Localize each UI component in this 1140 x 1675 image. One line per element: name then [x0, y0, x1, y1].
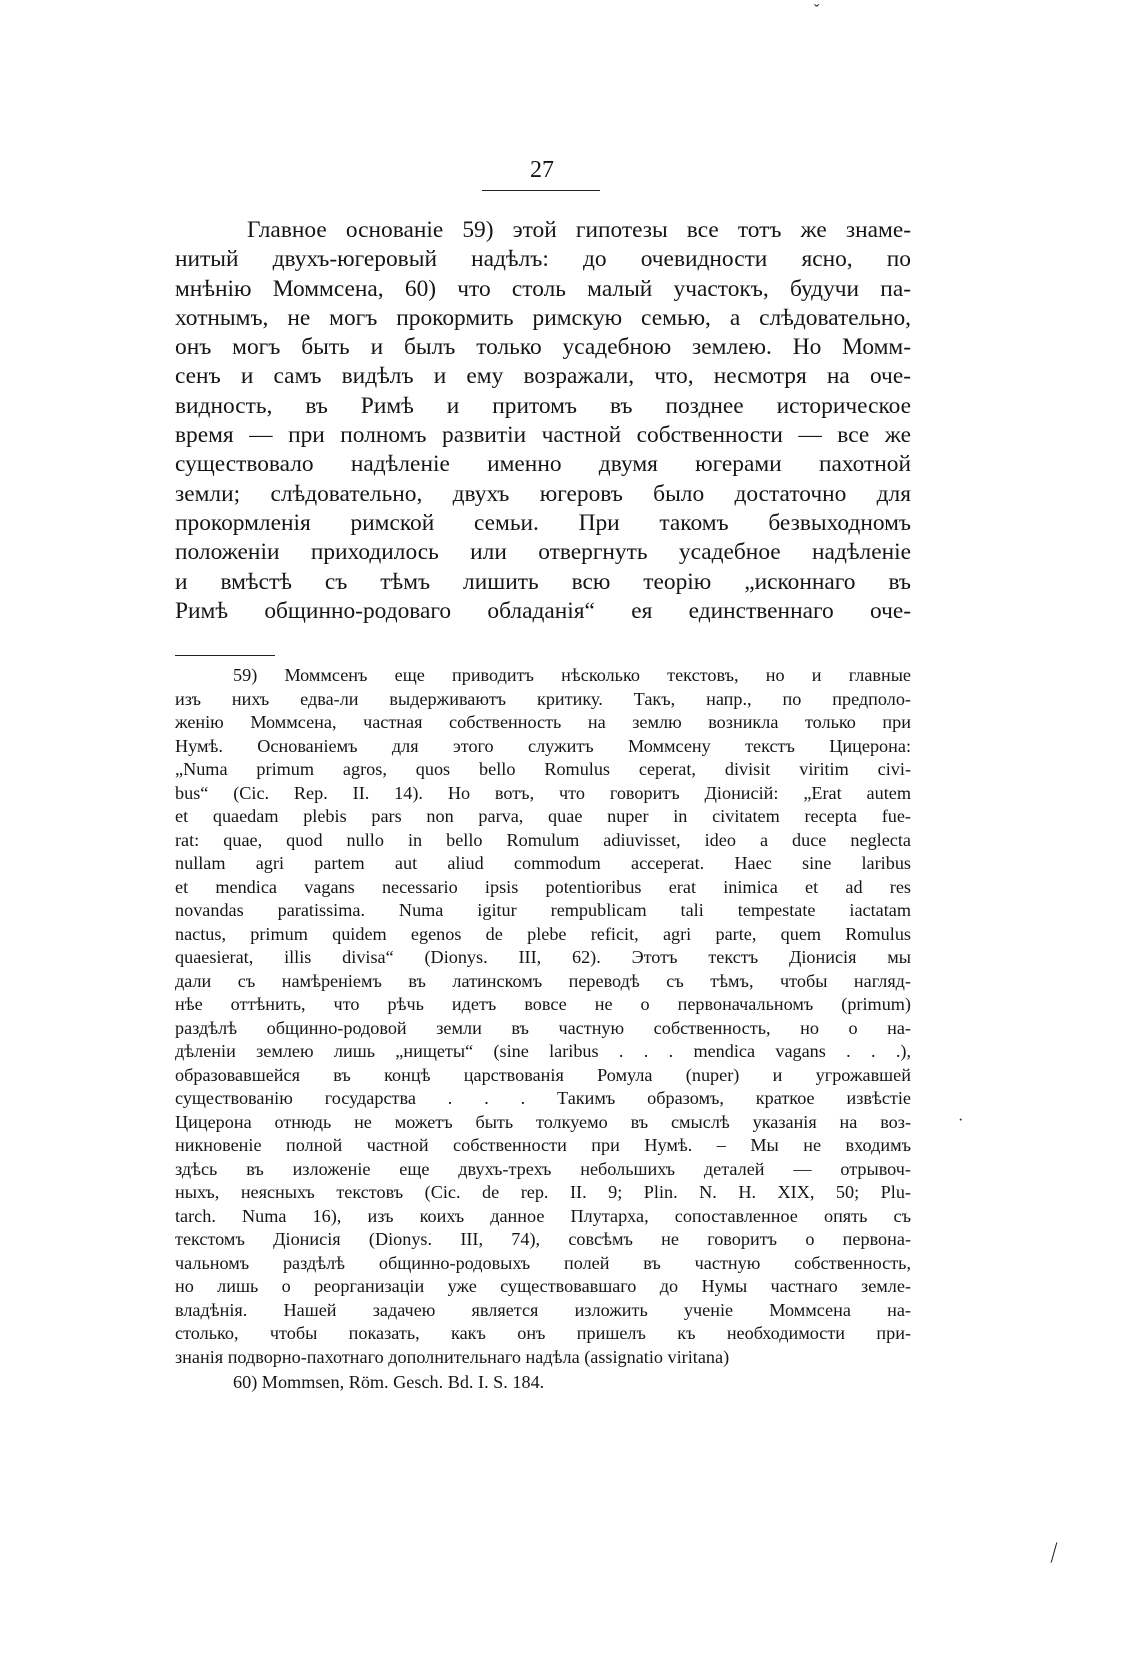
page-number-rule [482, 190, 600, 191]
main-line: Римѣ общинно-родоваго обладанія“ ея единственнаго оче- [175, 597, 911, 624]
main-line: нитый двухъ-югеровый надѣлъ: до очевидности ясно, по [175, 246, 911, 273]
footnote-line: никновеніе полной частной собственности при Нумѣ. – Мы не входимъ [175, 1135, 911, 1155]
footnote-line: владѣнія. Нашей задачею является изложить ученіе Моммсена на- [175, 1299, 911, 1320]
main-line: время — при полномъ развитіи частной собственности — все же [175, 422, 911, 449]
footnote-line: здѣсь въ изложеніе еще двухъ-трехъ небольшихъ деталей — отрывоч- [175, 1158, 911, 1179]
footnote-line: „Numa primum agros, quos bello Romulus ceperat, divisit viritim civi- [175, 759, 911, 779]
main-line: положеніи приходилось или отвергнуть усадебное надѣленіе [175, 539, 911, 566]
footnotes [175, 664, 911, 1395]
scan-mark-icon: ⁄ [1047, 1538, 1062, 1567]
main-line: земли; слѣдовательно, двухъ югеровъ было достаточно для [175, 480, 911, 507]
main-line: существовало надѣленіе именно двумя югерами пахотной [175, 451, 911, 478]
footnote-line: образовавшейся въ концѣ царствованія Ромула (nuper) и угрожавшей [175, 1064, 911, 1085]
main-text [175, 216, 911, 626]
main-line: видность, въ Римѣ и притомъ въ позднее историческое [175, 392, 911, 419]
footnote-line: текстомъ Діонисія (Dionys. III, 74), совсѣмъ не говоритъ о первона- [175, 1229, 911, 1249]
footnote-60: 60) Mommsen, Röm. Gesch. Bd. I. S. 184. [233, 1372, 545, 1392]
footnote-line: столько, чтобы показать, какъ онъ пришелъ къ необходимости при- [175, 1323, 911, 1343]
footnote-line: знанія подворно-пахотнаго дополнительнаго надѣла (assignatio viritana) [175, 1346, 730, 1367]
main-line: Главное основаніе 59) этой гипотезы все тотъ же знаме- [247, 217, 911, 243]
footnote-line: нѣе оттѣнить, что рѣчь идетъ вовсе не о первоначальномъ (primum) [175, 994, 911, 1014]
footnote-line: ныхъ, неясныхъ текстовъ (Cic. de rep. II. 9; Plin. N. H. XIX, 50; Plu- [175, 1182, 911, 1202]
footnote-line: Цицерона отнюдь не можетъ быть толкуемо въ смыслѣ указанія на воз- [175, 1111, 911, 1132]
main-line: мнѣнію Моммсена, 60) что столь малый участокъ, будучи па- [175, 275, 911, 302]
main-line: онъ могъ быть и былъ только усадебною землею. Но Момм- [175, 334, 911, 361]
footnote-line: дѣленіи землею лишь „нищеты“ (sine laribus . . . mendica vagans . . .), [175, 1041, 911, 1061]
main-line: прокормленія римской семьи. При такомъ безвыходномъ [175, 509, 911, 536]
main-line: хотнымъ, не могъ прокормить римскую семью, а слѣдовательно, [175, 304, 911, 331]
footnote-line: nullam agri partem aut aliud commodum acceperat. Haec sine laribus [175, 853, 911, 873]
footnote-rule [175, 655, 275, 656]
page-number: 27 [530, 157, 554, 183]
footnote-line: Нумѣ. Основаніемъ для этого служитъ Моммсену текстъ Цицерона: [175, 735, 911, 756]
footnote-line: et quaedam plebis pars non parva, quae nuper in civitatem recepta fue- [175, 806, 911, 826]
footnote-line: чальномъ раздѣлѣ общинно-родовыхъ полей въ частную собственность, [175, 1252, 911, 1273]
main-line: сенъ и самъ видѣлъ и ему возражали, что, несмотря на оче- [175, 363, 911, 390]
footnote-line: существованію государства . . . Такимъ образомъ, краткое извѣстіе [175, 1088, 911, 1108]
scan-speck-icon: · [958, 1112, 964, 1129]
footnote-line: nactus, primum quidem egenos de plebe reficit, agri parte, quem Romulus [175, 923, 911, 944]
footnote-line: quaesierat, illis divisa“ (Dionys. III, 62). Этотъ текстъ Діонисія мы [175, 947, 911, 967]
footnote-line: женію Моммсена, частная собственность на землю возникла только при [175, 712, 911, 732]
footnote-line: дали съ намѣреніемъ въ латинскомъ переводѣ съ тѣмъ, чтобы нагляд- [175, 970, 911, 991]
footnote-line: изъ нихъ едва-ли выдерживаютъ критику. Такъ, напр., по предполо- [175, 688, 911, 709]
footnote-line: novandas paratissima. Numa igitur rempublicam tali tempestate iactatam [175, 900, 911, 920]
scan-speck-icon: ˇ [814, 2, 820, 19]
footnote-line: tarch. Numa 16), изъ коихъ данное Плутарха, сопоставленное опять съ [175, 1205, 911, 1226]
footnote-line: раздѣлѣ общинно-родовой земли въ частную собственность, но о на- [175, 1017, 911, 1038]
footnote-line: но лишь о реорганизаціи уже существовавшаго до Нумы частнаго земле- [175, 1276, 911, 1296]
footnote-line: et mendica vagans necessario ipsis potentioribus erat inimica et ad res [175, 876, 911, 897]
main-line: и вмѣстѣ съ тѣмъ лишить всю теорію „исконнаго въ [175, 568, 911, 595]
footnote-line: 59) Моммсенъ еще приводитъ нѣсколько текстовъ, но и главные [233, 665, 911, 685]
footnote-line: rat: quae, quod nullo in bello Romulum adiuvisset, ideo a duce neglecta [175, 829, 911, 850]
footnote-line: bus“ (Cic. Rep. II. 14). Но вотъ, что говоритъ Діонисій: „Erat autem [175, 782, 911, 803]
